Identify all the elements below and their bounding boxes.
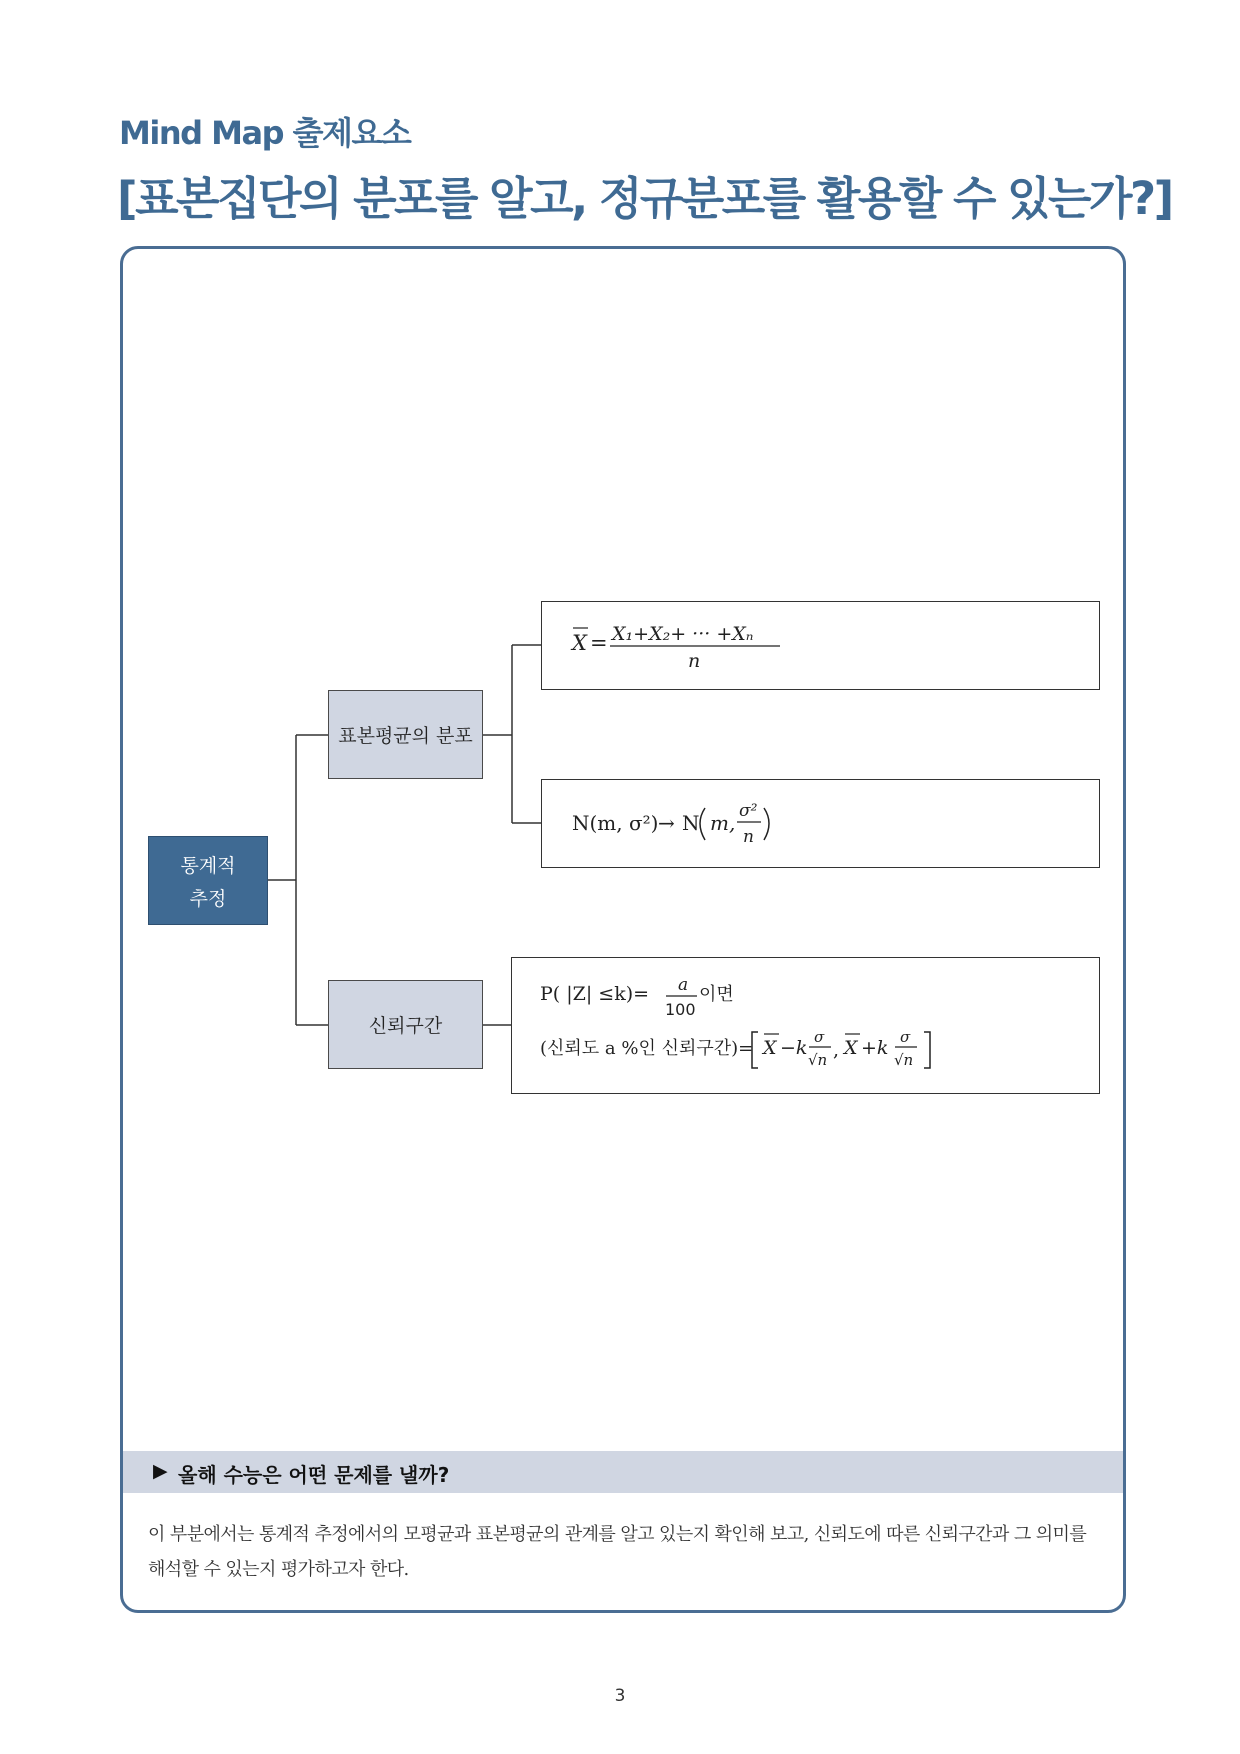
- node-b-label: 신뢰구간: [368, 1015, 443, 1037]
- page-number: 3: [614, 1686, 626, 1706]
- formula-2-left-paren: [700, 808, 705, 840]
- node-root-line2: 추정: [189, 887, 227, 910]
- formula-3-line2-prefix: (신뢰도 a %인 신뢰구간)=: [540, 1038, 754, 1059]
- formula-2-right-paren: [764, 808, 769, 840]
- node-sample-mean-distribution: [328, 690, 483, 779]
- formula-3-sqrt-n-1: √n: [808, 1051, 828, 1069]
- formula-confidence-interval: [512, 958, 1101, 1095]
- formula-box-sample-mean: [541, 601, 1100, 690]
- node-root-line1: 통계적: [180, 854, 236, 877]
- question-title: 올해 수능은 어떤 문제를 낼까?: [178, 1463, 450, 1487]
- formula-2-frac-num: σ²: [739, 801, 758, 821]
- formula-normal-distribution: [542, 780, 1101, 869]
- formula-2-right-prefix: N: [682, 811, 700, 835]
- formula-3-sigma-1: σ: [814, 1028, 825, 1046]
- triangle-right-icon: ▶: [153, 1460, 168, 1482]
- formula-3-line1-prefix: P( |Z| ≤k)=: [540, 983, 650, 1005]
- section-subtitle: Mind Map 출제요소: [119, 114, 411, 152]
- formula-3-xbar-1: X: [763, 1037, 777, 1059]
- formula-1-denominator: n: [688, 650, 701, 672]
- formula-3-comma: ,: [833, 1039, 840, 1061]
- formula-box-normal-distribution: [541, 779, 1100, 868]
- formula-2-frac-den: n: [743, 827, 754, 847]
- formula-2-m: m,: [710, 811, 736, 835]
- formula-2-left: N(m, σ²): [572, 811, 659, 835]
- formula-1-lhs: X: [572, 631, 587, 655]
- formula-3-line1-den: 100: [665, 1000, 696, 1019]
- formula-1-numerator: X₁+X₂+ ··· +Xₙ: [612, 623, 754, 645]
- formula-3-line1-num: a: [678, 975, 689, 995]
- formula-3-line1-suffix: 이면: [699, 984, 734, 1005]
- formula-1-equals: =: [590, 631, 608, 655]
- formula-sample-mean: [542, 602, 1101, 691]
- formula-3-minus-k: −k: [780, 1037, 808, 1059]
- formula-3-xbar-2: X: [844, 1037, 858, 1059]
- node-a-label: 표본평균의 분포: [338, 725, 473, 747]
- formula-3-sigma-2: σ: [900, 1028, 911, 1046]
- formula-3-right-bracket: [924, 1032, 930, 1068]
- question-description: 이 부분에서는 통계적 추정에서의 모평균과 표본평균의 관계를 알고 있는지 확인해 보고, 신뢰도에 따른 신뢰구간과 그 의미를 해석할 수 있는지 평가하고자 한다.: [148, 1524, 1087, 1580]
- formula-box-confidence-interval: [511, 957, 1100, 1094]
- question-header-bar: [123, 1451, 1123, 1493]
- formula-2-arrow: →: [658, 811, 675, 835]
- node-confidence-interval: [328, 980, 483, 1069]
- node-statistical-estimation: [148, 836, 268, 925]
- formula-3-sqrt-n-2: √n: [894, 1051, 914, 1069]
- formula-3-plus-k: +k: [861, 1037, 889, 1059]
- page-title: [표본집단의 분포를 알고, 정규분포를 활용할 수 있는가?]: [117, 172, 1172, 225]
